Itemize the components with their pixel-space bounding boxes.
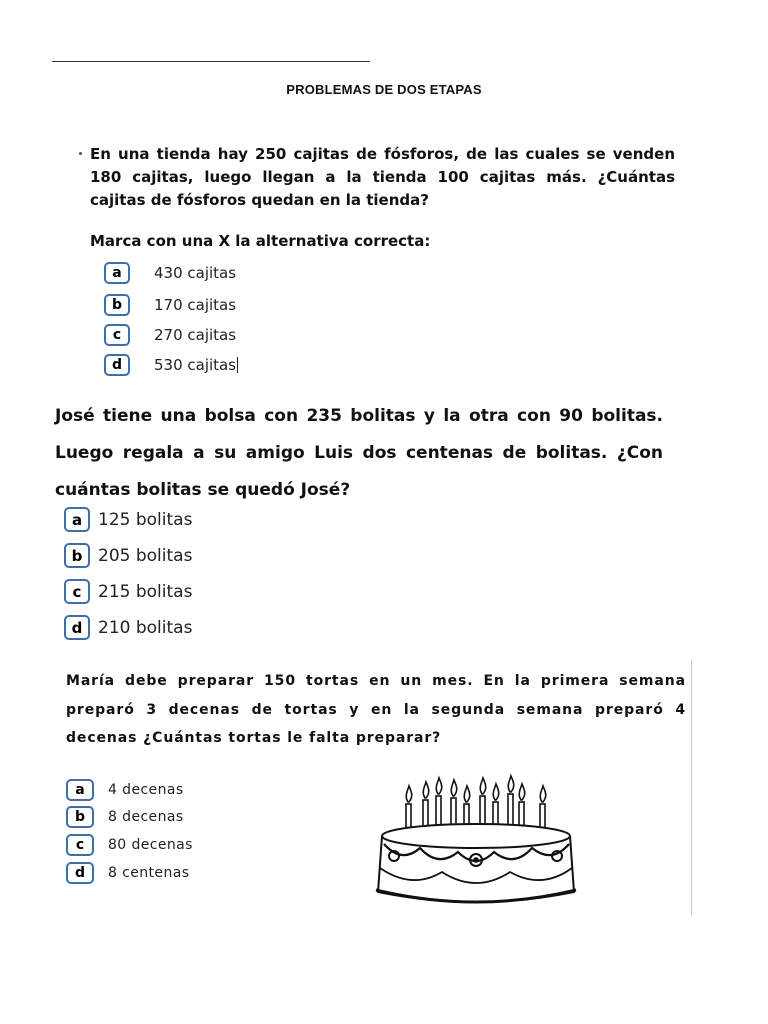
option-key-b: b <box>104 294 130 316</box>
option-key-b: b <box>66 806 94 828</box>
option-text: 430 cajitas <box>154 264 237 282</box>
problem-3-option-c[interactable] <box>66 834 193 856</box>
top-rule <box>52 61 370 62</box>
option-key-d: d <box>66 862 94 884</box>
problem-1-option-c[interactable] <box>104 324 236 346</box>
text-cursor <box>237 357 238 373</box>
option-text: 8 decenas <box>108 809 184 825</box>
problem-1-option-d[interactable] <box>104 354 238 376</box>
option-text: 4 decenas <box>108 782 184 798</box>
option-key-a: a <box>66 779 94 801</box>
option-text: 125 bolitas <box>98 509 193 530</box>
problem-3-option-b[interactable] <box>66 806 184 828</box>
option-text: 270 cajitas <box>154 326 237 344</box>
option-text: 170 cajitas <box>154 296 237 314</box>
problem-2-option-c[interactable] <box>64 579 192 604</box>
option-key-c: c <box>66 834 94 856</box>
option-text <box>154 356 238 374</box>
option-key-a: a <box>64 507 90 532</box>
option-key-d: d <box>104 354 130 376</box>
option-text: 8 centenas <box>108 865 190 881</box>
problem-1-option-b[interactable] <box>104 294 236 316</box>
bullet-dot <box>79 152 82 155</box>
option-key-c: c <box>104 324 130 346</box>
page-title: PROBLEMAS DE DOS ETAPAS <box>286 82 482 97</box>
option-key-d: d <box>64 615 90 640</box>
problem-1-text: En una tienda hay 250 cajitas de fósforos, de las cuales se venden 180 cajitas, luego llegan a la tienda 100 cajitas más. ¿Cuántas cajitas de fósforos quedan en la tienda? <box>90 145 675 209</box>
birthday-cake-icon <box>372 772 582 912</box>
problem-1-instruction: Marca con una X la alternativa correcta: <box>90 232 431 250</box>
problem-2-option-d[interactable] <box>64 615 192 640</box>
problem-2-text: José tiene una bolsa con 235 bolitas y la otra con 90 bolitas. Luego regala a su amigo Luis dos centenas de bolitas. ¿Con cuántas bolitas se quedó José? <box>55 406 663 500</box>
problem-2-option-b[interactable] <box>64 543 192 568</box>
option-key-b: b <box>64 543 90 568</box>
problem-3-option-a[interactable] <box>66 779 184 801</box>
scan-edge-line <box>691 660 692 915</box>
problem-3-option-d[interactable] <box>66 862 189 884</box>
option-text: 210 bolitas <box>98 617 193 638</box>
option-text: 215 bolitas <box>98 581 193 602</box>
option-text-value: 530 cajitas <box>154 356 237 374</box>
option-key-c: c <box>64 579 90 604</box>
problem-3-text: María debe preparar 150 tortas en un mes. En la primera semana preparó 3 decenas de tortas y en la segunda semana preparó 4 decenas ¿Cuántas tortas le falta preparar? <box>66 673 686 746</box>
problem-1-option-a[interactable] <box>104 262 236 284</box>
option-key-a: a <box>104 262 130 284</box>
option-text: 205 bolitas <box>98 545 193 566</box>
option-text: 80 decenas <box>108 837 193 853</box>
problem-2-option-a[interactable] <box>64 507 192 532</box>
